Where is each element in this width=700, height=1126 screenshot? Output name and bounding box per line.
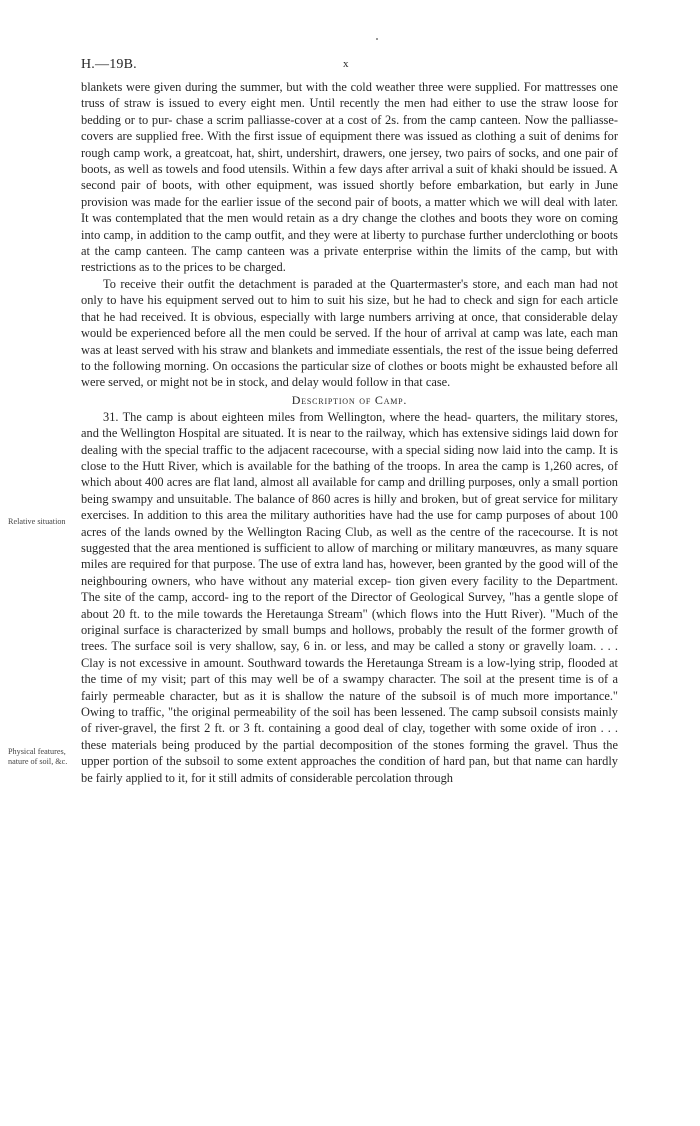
text-line: at the camp canteen. The camp canteen was a private enterprise within xyxy=(81,244,449,259)
text-line: bumps and hollows, probably the result of the former growth of trees. The xyxy=(81,623,618,654)
text-line: supplied. For mattresses one truss of straw is issued to every eight men. xyxy=(81,80,618,111)
text-line: chase a scrim palliasse-cover at a cost of 2s. from the camp canteen. Now the xyxy=(176,112,568,127)
section-heading: Description of Camp. xyxy=(291,392,408,407)
text-line: the military authorities have had the use for camp purposes of about 100 acres xyxy=(81,508,618,539)
text-line: blankets and immediate essentials, the rest of the issue being deferred to the xyxy=(81,342,619,373)
text-line: blankets were given during the summer, but with the cold weather three were xyxy=(81,80,472,94)
text-line: portion being swampy and unsuitable. The balance of 860 acres is hilly and xyxy=(81,475,618,506)
text-line: is of much more importance." Owing to traffic, "the original permeability of xyxy=(81,688,618,720)
text-line: of the lands owned by the Wellington Racing Club, as well as the centre of xyxy=(110,524,495,539)
margin-note-relative-situation: Relative situation xyxy=(8,517,66,526)
text-line: earlier issue of the second pair of boots, a matter which we will deal with xyxy=(221,194,591,209)
text-line: issued as clothing a suit of denims for rough camp work, a greatcoat, hat, shirt, xyxy=(81,129,618,160)
document-reference: H.—19B. xyxy=(81,57,137,72)
page-number: x xyxy=(343,58,349,70)
text-line: as towels and food utensils. Within a few days after arrival a suit of khaki xyxy=(152,162,519,177)
text-line: good will of the neighbouring owners, who have without any material excep- xyxy=(81,557,618,588)
text-line: tion given every facility to the Department. The site of the camp, accord- xyxy=(81,573,619,605)
text-line: the soil has been lessened. The camp subsoil consists mainly of river-gravel, xyxy=(81,705,618,736)
text-line: near to the railway, which has extensive sidings laid down for dealing with the xyxy=(81,426,618,457)
text-line: broken, but of great service for military exercises. In addition to this area xyxy=(81,491,618,523)
text-line: the Heretaunga Stream is a low-lying strip, flooded at the time of my visit; xyxy=(81,655,618,687)
text-line: palliasse-covers are supplied free. With the first issue of equipment there was xyxy=(81,112,618,144)
text-line: be exhausted before all were served, or might not be in stock, and delay would xyxy=(81,358,619,390)
text-line: of arrival at camp was late, each man was at least served with his straw and xyxy=(81,326,618,357)
text-line: part of this may well be of a swampy character. The soil at the present time xyxy=(190,672,581,687)
text-line: outfit, and they were at liberty to purchase further underclothing or boots xyxy=(254,227,618,242)
text-line: delay would be experienced before all the men could be served. If the hour xyxy=(81,309,618,341)
text-line: allow of marching or military manœuvres, as many square miles are required xyxy=(81,540,618,572)
text-line: the first 2 ft. or 3 ft. containing a good deal of clay, together with some oxide xyxy=(160,721,559,736)
text-line: of about 20 ft. to the mile towards the Heretaunga Stream" (which flows into xyxy=(81,590,618,621)
body-text xyxy=(81,79,618,786)
text-line: store, and each man had not only to have his equipment served out to him to xyxy=(81,276,618,308)
text-line: ing to the report of the Director of Geological Survey, "has a gentle slope xyxy=(232,590,604,605)
scan-speck xyxy=(376,38,378,40)
text-line: surface soil is very shallow, say, 6 in. or less, and may be called a stony or xyxy=(134,639,520,654)
text-line: be fairly applied to it, for it still admits of considerable percolation through xyxy=(81,770,453,785)
text-line: 31. The camp is about eighteen miles from Wellington, where the head- xyxy=(103,409,472,424)
text-line: follow in that case. xyxy=(355,375,451,390)
text-line: following morning. On occasions the particular size of clothes or boots might xyxy=(112,358,500,373)
text-line: of the stones forming the gravel. Thus the upper portion of the subsoil to xyxy=(81,737,618,769)
text-line: clothes and boots they wore on coming into camp, in addition to the camp xyxy=(81,211,618,242)
text-line: of the troops. In area the camp is 1,260 acres, of which about 400 acres are xyxy=(81,458,618,490)
text-line: some extent approaches the condition of hard pan, but that name can hardly xyxy=(236,754,618,769)
paragraph-outfit-parade xyxy=(81,276,618,391)
text-line: special traffic to the adjacent racecourse, with a special siding now laid into xyxy=(164,442,544,457)
text-line: the racecourse. It is not suggested that the area mentioned is sufficient to xyxy=(81,524,618,555)
text-line: suit his size, but he had to check and sign for each article that he had received. xyxy=(81,293,618,324)
text-line: the camp. It is close to the Hutt River, which is available for the bathing xyxy=(81,442,618,473)
text-line: quarters, the military stores, and the Wellington Hospital are situated. It is xyxy=(81,409,618,441)
paragraph-clothing-issue xyxy=(81,79,618,276)
text-line: of iron . . . these materials being produced by the partial decomposition xyxy=(81,721,619,752)
text-line: is of a fairly permeable character, but as it is shallow the nature of the subsoil xyxy=(81,672,618,703)
text-line: Until recently the men had either to use the straw loose for bedding or to pur- xyxy=(81,96,618,127)
page-header xyxy=(81,57,621,77)
text-line: It is obvious, especially with large numbers arriving at once, that considerable xyxy=(190,309,588,324)
text-line: undershirt, drawers, one jersey, two pairs of socks, and one pair of boots, as well xyxy=(81,145,618,177)
text-line: To receive their outfit the detachment is paraded at the Quartermaster's xyxy=(103,276,469,291)
text-line: should be issued. A second pair of boots, with other equipment, was issued xyxy=(81,162,619,193)
margin-note-physical-features: Physical features, nature of soil, &c. xyxy=(8,747,68,766)
text-line: later. It was contemplated that the men would retain as a dry change the xyxy=(81,194,618,226)
text-line: shortly before embarkation, but early in June provision was made for the xyxy=(81,178,618,209)
text-line: gravelly loam. . . . Clay is not excessive in amount. Southward towards xyxy=(81,639,619,670)
text-line: the limits of the camp, but with restrictions as to the prices to be charged. xyxy=(81,244,618,275)
text-line: flat land, almost all available for camp and drilling purposes, only a small xyxy=(213,475,580,490)
text-line: the Hutt River). "Much of the original surface is characterized by small xyxy=(81,606,618,637)
paragraph-camp-description xyxy=(81,409,618,786)
text-line: for that purpose. The use of extra land has, however, been granted by the xyxy=(173,557,536,572)
